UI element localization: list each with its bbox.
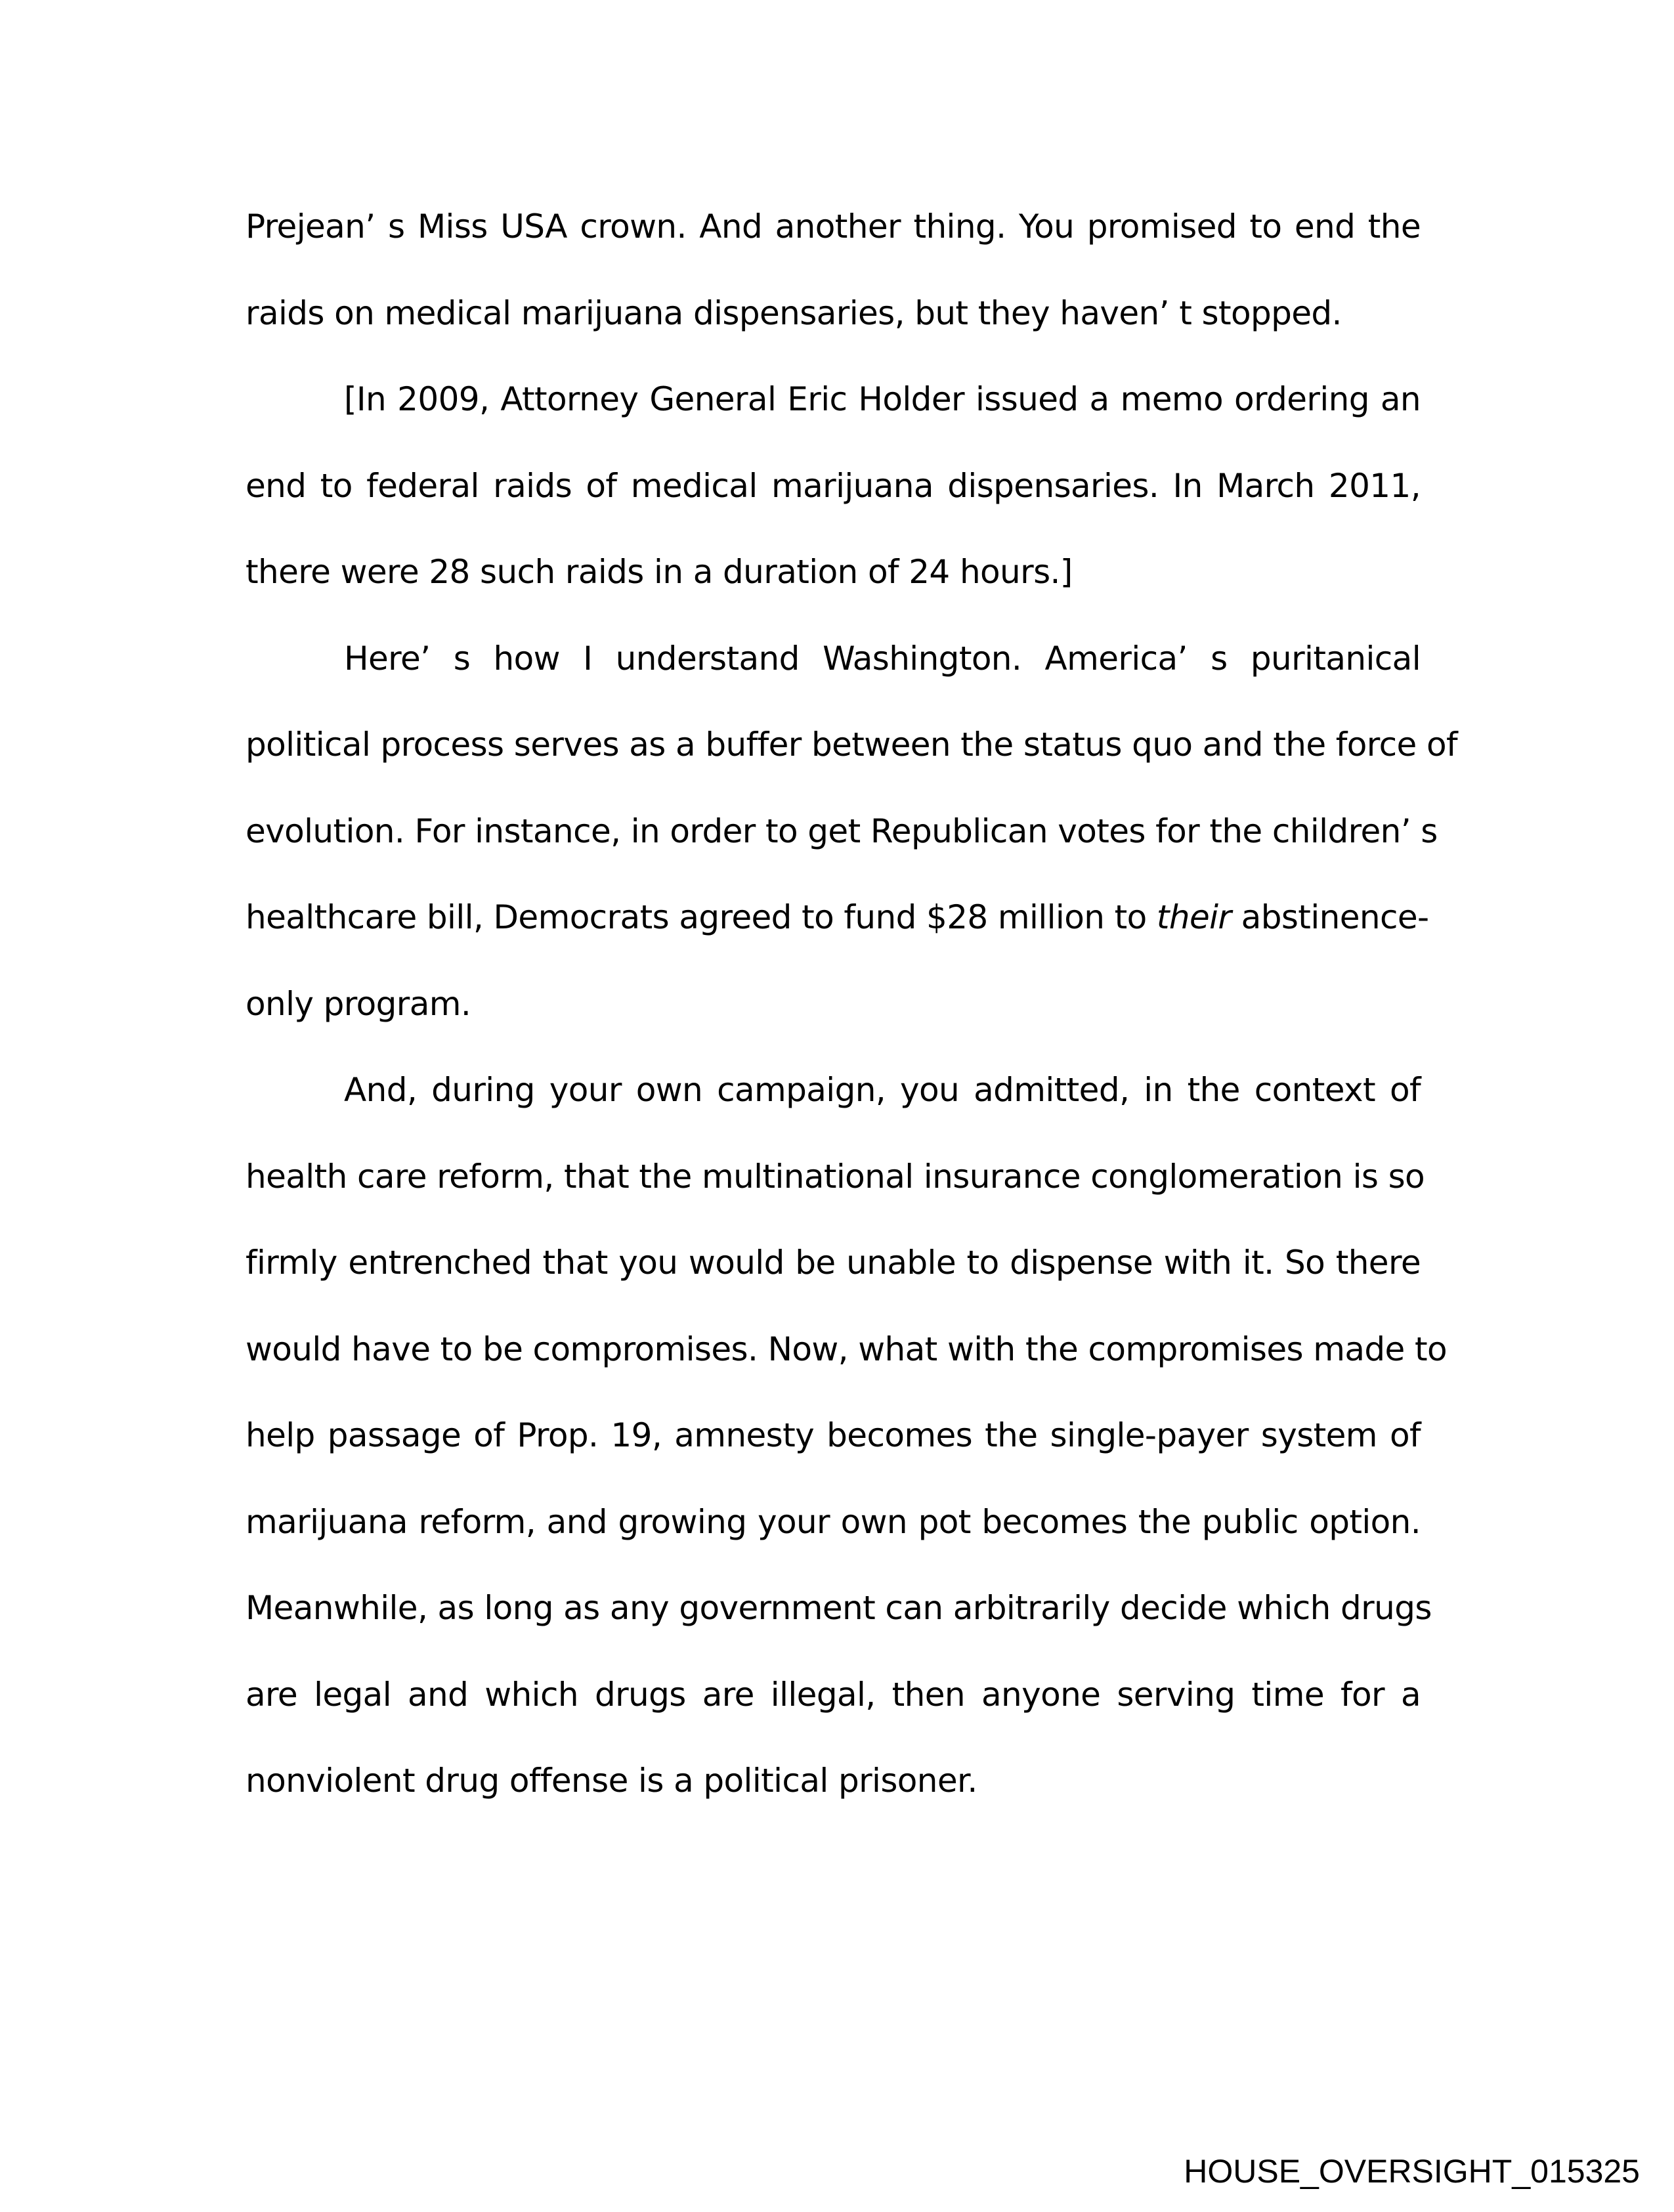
text-line: And, during your own campaign, you admitted, in the context of (344, 1071, 1421, 1109)
text-line: would have to be compromises. Now, what with the compromises made to (246, 1330, 1447, 1368)
italic-emphasis: their (1156, 898, 1232, 936)
paragraph-3 (246, 616, 1457, 1048)
text-line: there were 28 such raids in a duration of 24 hours.] (246, 553, 1073, 591)
text-line: end to federal raids of medical marijuana dispensaries. In March 2011, (246, 466, 1421, 505)
text-line: health care reform, that the multinational insurance conglomeration is so (246, 1157, 1425, 1196)
text-line: firmly entrenched that you would be unable to dispense with it. So there (246, 1244, 1421, 1282)
text-segment: abstinence- (1231, 898, 1429, 936)
text-line: evolution. For instance, in order to get Republican votes for the children’ s (246, 812, 1438, 850)
paragraph-2 (246, 357, 1421, 616)
text-line: political process serves as a buffer between the status quo and the force of (246, 726, 1457, 764)
bates-number: HOUSE_OVERSIGHT_015325 (1184, 2153, 1640, 2190)
text-line: nonviolent drug offense is a political prisoner. (246, 1762, 977, 1800)
text-line-with-italic (246, 875, 1429, 961)
text-line: [In 2009, Attorney General Eric Holder issued a memo ordering an (344, 380, 1421, 418)
text-line: raids on medical marijuana dispensaries, but they haven’ t stopped. (246, 293, 1342, 332)
text-line: are legal and which drugs are illegal, then anyone serving time for a (246, 1675, 1421, 1714)
text-line: Meanwhile, as long as any government can arbitrarily decide which drugs (246, 1589, 1432, 1627)
document-body (246, 184, 1457, 1825)
text-line: only program. (246, 984, 471, 1023)
text-line: marijuana reform, and growing your own pot becomes the public option. (246, 1502, 1421, 1541)
text-line: Prejean’ s Miss USA crown. And another thing. You promised to end the (246, 207, 1421, 246)
paragraph-4 (246, 1047, 1447, 1825)
text-line: help passage of Prop. 19, amnesty becomes the single-payer system of (246, 1416, 1421, 1454)
text-line: Here’ s how I understand Washington. America’ s puritanical (344, 639, 1421, 678)
text-segment: healthcare bill, Democrats agreed to fund $28 million to (246, 898, 1157, 936)
paragraph-1 (246, 184, 1421, 357)
